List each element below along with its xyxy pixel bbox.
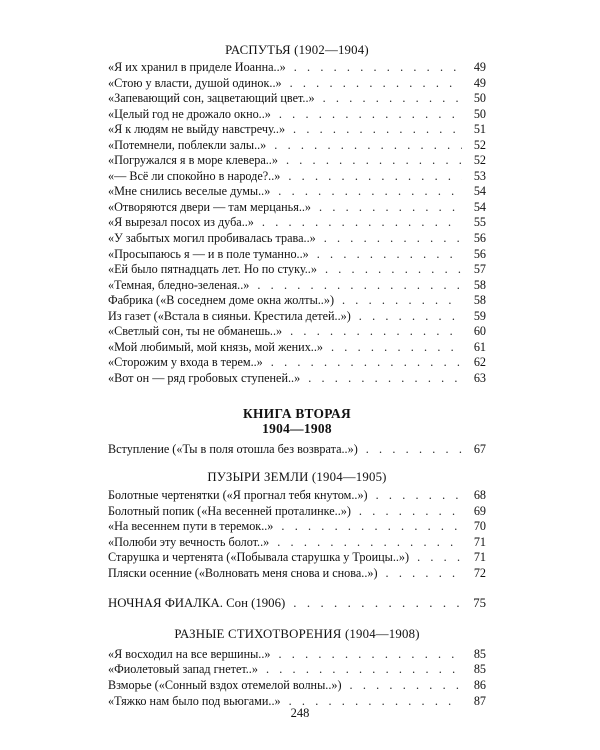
leader-dots — [262, 215, 462, 231]
leader-dots — [319, 200, 462, 216]
toc-entry — [108, 309, 486, 325]
entry-page: 50 — [473, 106, 486, 121]
leader-dots — [290, 324, 462, 340]
leader-dots — [271, 355, 462, 371]
toc-entry — [108, 153, 486, 169]
toc-entry — [108, 122, 486, 138]
leader-dots — [278, 184, 462, 200]
entry-title: «Я их хранил в приделе Иоанна..» — [108, 60, 286, 74]
toc-entry — [108, 169, 486, 185]
entry-page: 52 — [473, 153, 486, 168]
leader-dots — [417, 550, 462, 566]
leader-dots — [293, 122, 462, 138]
leader-dots — [293, 596, 462, 612]
entry-title: Взморье («Сонный вздох отемелой волны..») — [108, 677, 342, 692]
entry-page: 86 — [473, 677, 486, 692]
section-title-raznye: РАЗНЫЕ СТИХОТВОРЕНИЯ (1904—1908) — [174, 626, 420, 641]
section-title-rasputya: РАСПУТЬЯ (1902—1904) — [225, 43, 369, 57]
toc-entry — [108, 340, 486, 356]
entry-title: «У забытых могил пробивалась трава..» — [108, 231, 316, 246]
book-years: 1904—1908 — [262, 421, 332, 437]
leader-dots — [386, 566, 462, 582]
entry-page: 58 — [473, 277, 486, 292]
entry-page: 61 — [473, 339, 486, 354]
section-title-puzyri: ПУЗЫРИ ЗЕМЛИ (1904—1905) — [207, 470, 387, 485]
entry-title: Старушка и чертенята («Побывала старушка у Троицы..») — [108, 550, 410, 565]
entry-page: 75 — [473, 596, 486, 611]
entry-title: «Полюби эту вечность болот..» — [108, 534, 270, 549]
leader-dots — [308, 371, 462, 387]
leader-dots — [323, 91, 462, 107]
entry-title: Фабрика («В соседнем доме окна жолты..») — [108, 293, 334, 308]
entry-title: «— Всё ли спокойно в народе?..» — [108, 168, 281, 183]
toc-entry — [108, 371, 486, 387]
entry-title: «Мне снились веселые думы..» — [108, 184, 271, 199]
entry-page: 85 — [473, 662, 486, 677]
entry-title: НОЧНАЯ ФИАЛКА. Сон (1906) — [108, 596, 286, 611]
toc-entry — [108, 107, 486, 123]
leader-dots — [278, 647, 462, 663]
entry-page: 56 — [473, 231, 486, 246]
entries-puzyri — [108, 488, 486, 581]
toc-entry — [108, 355, 486, 371]
toc-entry-night-violet — [108, 596, 486, 612]
book-title: КНИГА ВТОРАЯ — [243, 406, 351, 422]
toc-entry — [108, 91, 486, 107]
toc-entry-intro — [108, 442, 486, 458]
entry-title: «Тяжко нам было под вьюгами..» — [108, 693, 281, 708]
entry-page: 71 — [473, 550, 486, 565]
leader-dots — [366, 442, 462, 458]
entries-raznye — [108, 647, 486, 709]
entry-title: «Я вырезал посох из дуба..» — [108, 215, 254, 230]
entry-page: 87 — [473, 693, 486, 708]
page-number: 248 — [290, 706, 310, 720]
toc-entry — [108, 678, 486, 694]
entry-page: 54 — [473, 199, 486, 214]
toc-entry — [108, 200, 486, 216]
entry-title: «Отворяются двери — там мерцанья..» — [108, 199, 312, 214]
toc-entry — [108, 231, 486, 247]
entry-title: «Ей было пятнадцать лет. Но по стуку..» — [108, 262, 317, 277]
entry-title: Болотный попик («На весенней проталинке..») — [108, 503, 351, 518]
entry-title: Вступление («Ты в поля отошла без возврата..») — [108, 442, 358, 457]
leader-dots — [342, 293, 462, 309]
entry-title: «Сторожим у входа в терем..» — [108, 355, 263, 370]
entry-page: 56 — [473, 246, 486, 261]
entry-page: 52 — [473, 137, 486, 152]
entry-page: 69 — [473, 503, 486, 518]
toc-entry — [108, 504, 486, 520]
entry-page: 59 — [473, 308, 486, 323]
leader-dots — [359, 309, 462, 325]
leader-dots — [288, 169, 462, 185]
entry-title: «Вот он — ряд гробовых ступеней..» — [108, 370, 301, 385]
toc-entry — [108, 184, 486, 200]
leader-dots — [325, 262, 462, 278]
entry-page: 70 — [473, 519, 486, 534]
entry-title: «Я к людям не выйду навстречу..» — [108, 122, 286, 137]
leader-dots — [274, 138, 462, 154]
entries-rasputya — [108, 60, 486, 386]
entry-page: 60 — [473, 324, 486, 339]
leader-dots — [266, 662, 462, 678]
toc-entry — [108, 566, 486, 582]
leader-dots — [257, 278, 462, 294]
entry-title: «Стою у власти, душой одинок..» — [108, 75, 282, 90]
leader-dots — [279, 107, 462, 123]
entry-title: «Я восходил на все вершины..» — [108, 646, 271, 661]
toc-entry — [108, 535, 486, 551]
entry-title: «Погружался я в море клевера..» — [108, 153, 278, 168]
leader-dots — [277, 535, 462, 551]
entry-page: 68 — [473, 488, 486, 503]
book-heading — [108, 406, 486, 436]
entry-title: «Просыпаюсь я — и в поле туманно..» — [108, 246, 309, 261]
entry-page: 55 — [473, 215, 486, 230]
entry-page: 63 — [473, 370, 486, 385]
toc-entry — [108, 488, 486, 504]
toc-entry — [108, 76, 486, 92]
entry-page: 71 — [473, 534, 486, 549]
toc-entry — [108, 647, 486, 663]
entry-title: Из газет («Встала в сияньи. Крестила детей..») — [108, 308, 351, 323]
entry-page: 50 — [473, 91, 486, 106]
entry-page: 53 — [473, 168, 486, 183]
entry-title: «Темная, бледно-зеленая..» — [108, 277, 250, 292]
entry-title: «Светлый сон, ты не обманешь..» — [108, 324, 283, 339]
entry-page: 67 — [473, 442, 486, 457]
entry-title: «Запевающий сон, зацветающий цвет..» — [108, 91, 315, 106]
toc-entry — [108, 278, 486, 294]
entry-page: 57 — [473, 262, 486, 277]
entry-page: 72 — [473, 565, 486, 580]
leader-dots — [290, 76, 462, 92]
leader-dots — [317, 247, 462, 263]
entry-title: Пляски осенние («Волновать меня снова и снова..») — [108, 565, 378, 580]
leader-dots — [350, 678, 462, 694]
leader-dots — [294, 60, 462, 76]
entry-title: «Мой любимый, мой князь, мой жених..» — [108, 339, 323, 354]
toc-entry — [108, 550, 486, 566]
leader-dots — [286, 153, 462, 169]
entry-title: «Целый год не дрожало окно..» — [108, 106, 271, 121]
entry-title: «Потемнели, поблекли залы..» — [108, 137, 267, 152]
entry-title: «На весеннем пути в теремок..» — [108, 519, 274, 534]
entry-page: 62 — [473, 355, 486, 370]
entry-page: 85 — [473, 646, 486, 661]
leader-dots — [281, 519, 462, 535]
toc-entry — [108, 60, 486, 76]
entry-page: 51 — [473, 122, 486, 137]
toc-entry — [108, 324, 486, 340]
toc-entry — [108, 247, 486, 263]
toc-entry — [108, 215, 486, 231]
toc-entry — [108, 519, 486, 535]
entry-title: Болотные чертенятки («Я прогнал тебя кнутом..») — [108, 488, 368, 503]
table-of-contents — [108, 42, 486, 709]
entry-page: 58 — [473, 293, 486, 308]
toc-entry — [108, 662, 486, 678]
leader-dots — [359, 504, 462, 520]
leader-dots — [376, 488, 462, 504]
toc-entry — [108, 262, 486, 278]
entry-page: 49 — [473, 75, 486, 90]
leader-dots — [324, 231, 462, 247]
entry-page: 49 — [473, 60, 486, 74]
toc-entry — [108, 293, 486, 309]
entry-title: «Фиолетовый запад гнетет..» — [108, 662, 258, 677]
toc-entry — [108, 138, 486, 154]
entry-page: 54 — [473, 184, 486, 199]
leader-dots — [331, 340, 462, 356]
